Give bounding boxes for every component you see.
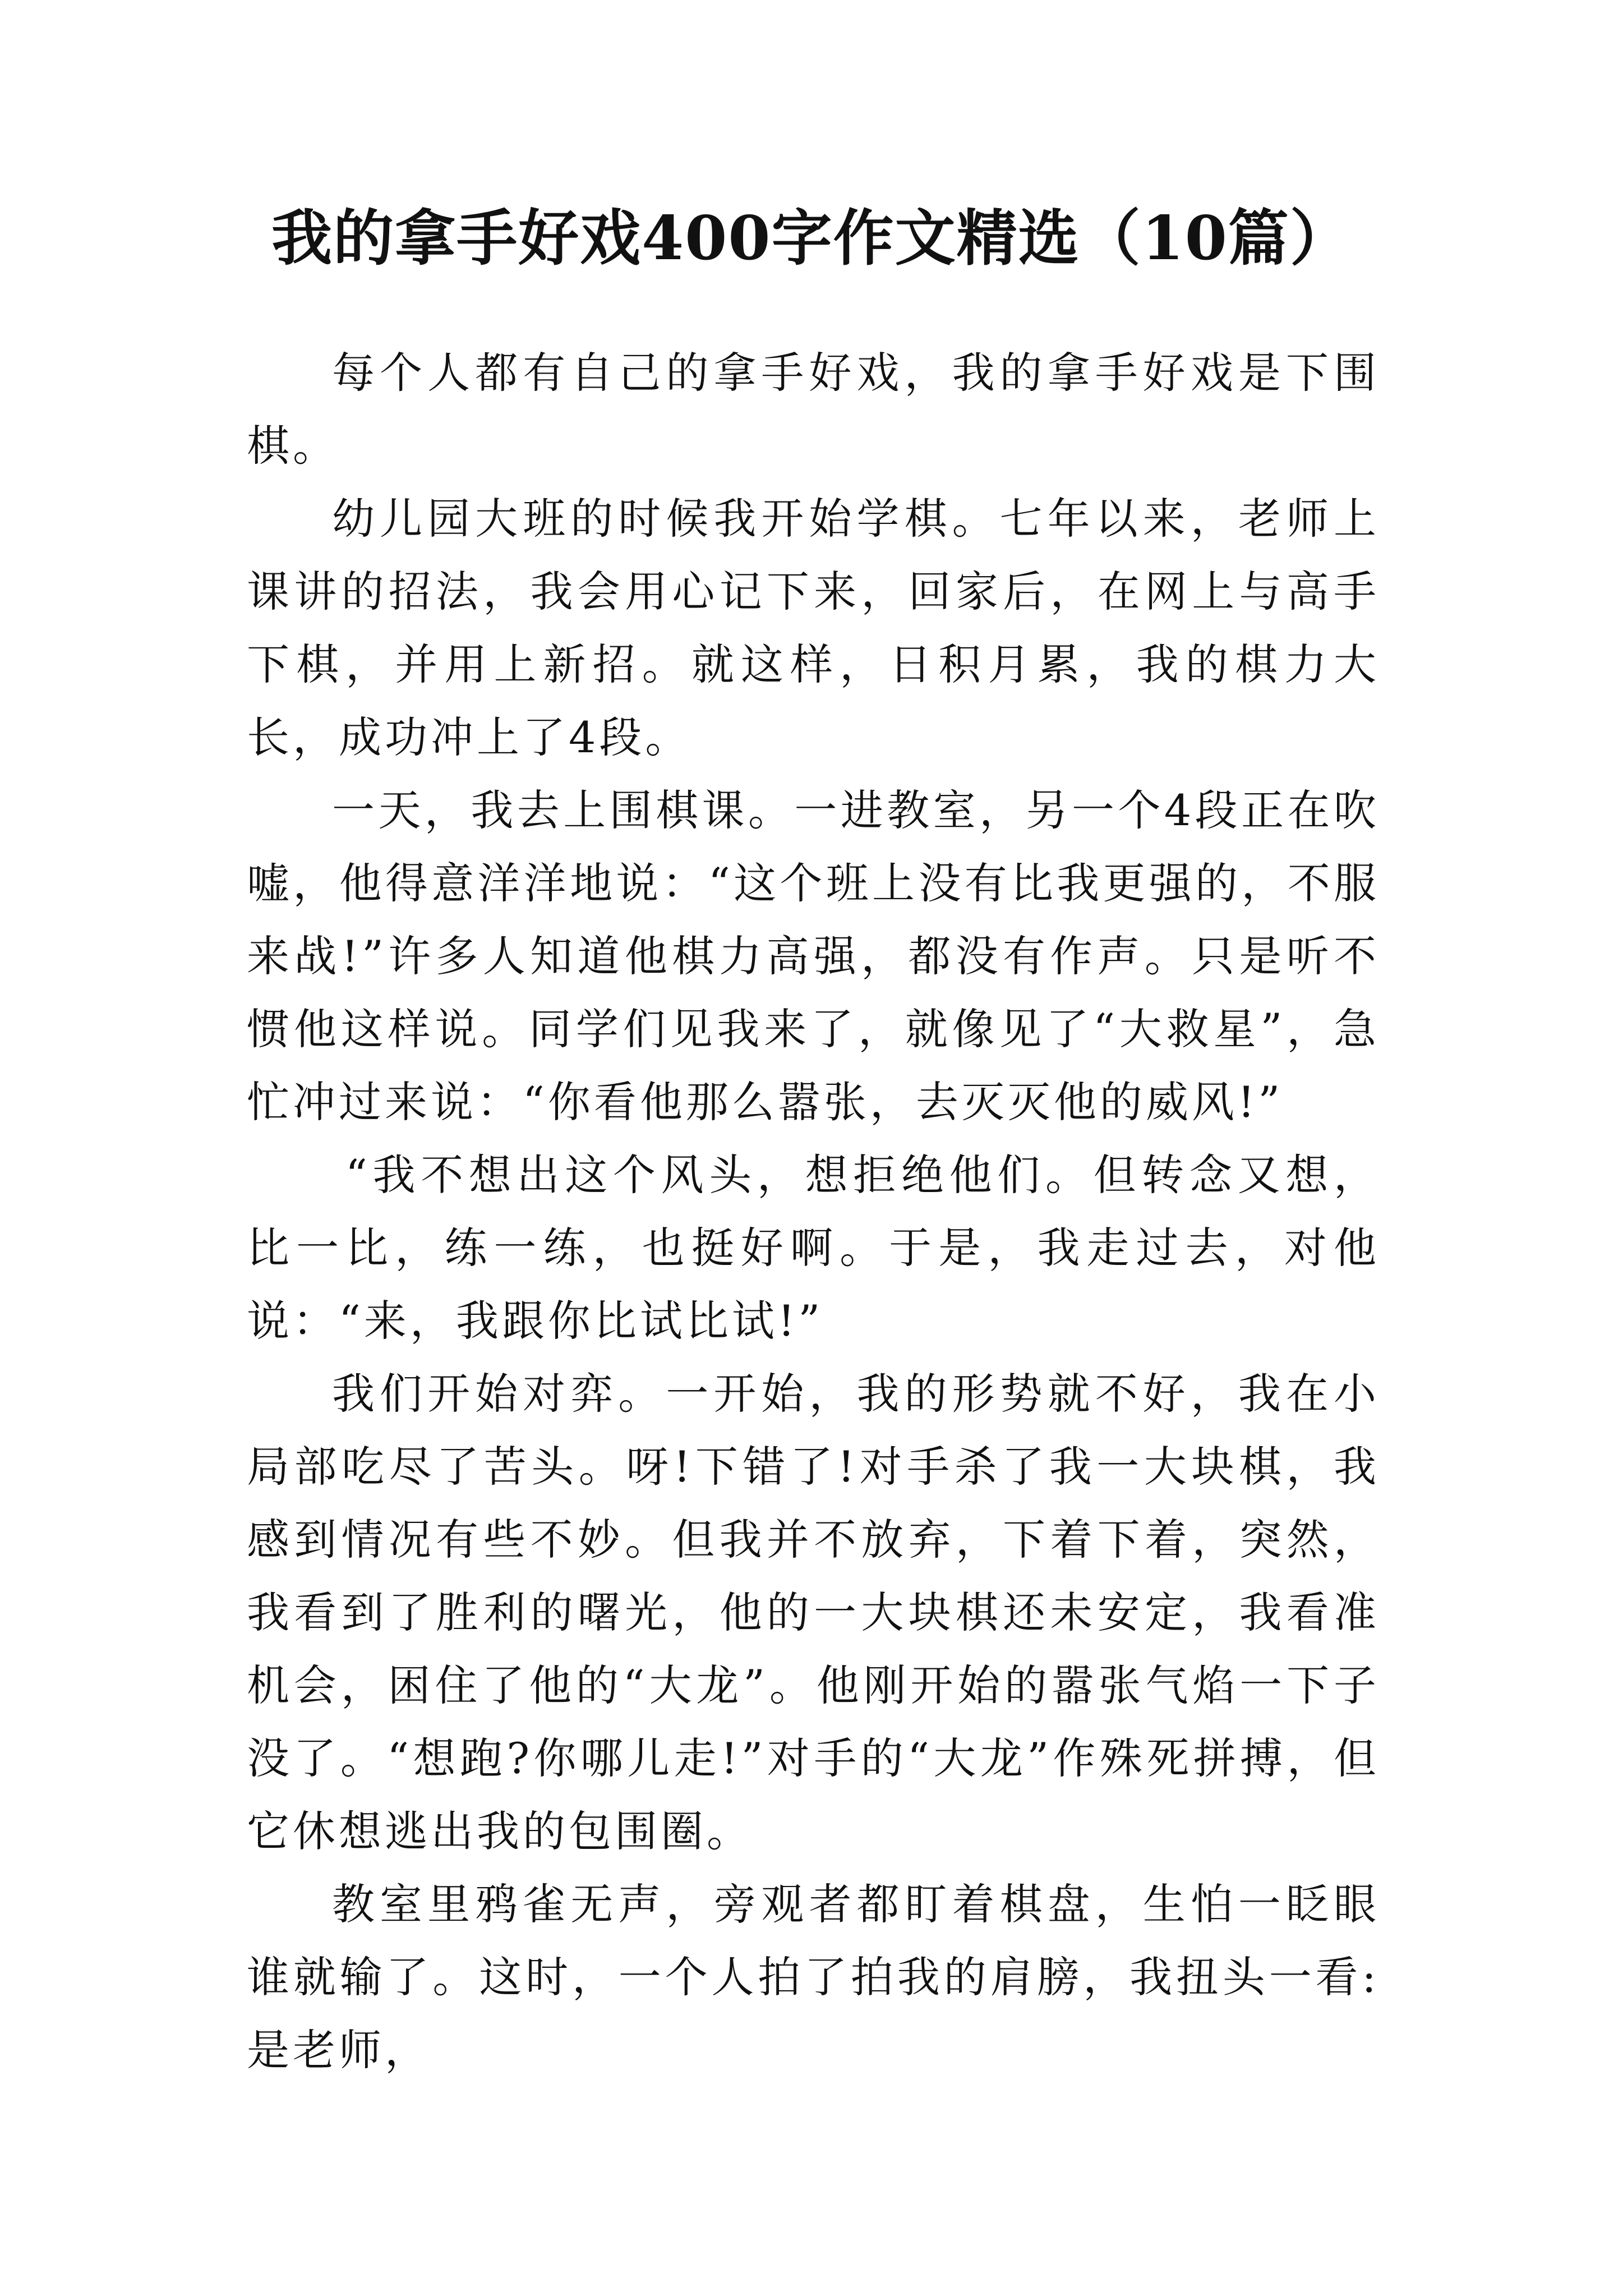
paragraph-3: 一天，我去上围棋课。一进教室，另一个4段正在吹嘘，他得意洋洋地说：“这个班上没有比我更强的，不服来战!”许多人知道他棋力高强，都没有作声。只是听不惯他这样说。同学们见我来了，就像见了“大救星”，急忙冲过来说：“你看他那么嚣张，去灭灭他的威风!” — [247, 785, 1380, 1127]
paragraph-6: 教室里鸦雀无声，旁观者都盯着棋盘，生怕一眨眼谁就输了。这时，一个人拍了拍我的肩膀，我扭头一看:是老师， — [247, 1879, 1380, 2075]
document-title: 我的拿手好戏400字作文精选（10篇） — [271, 203, 1352, 274]
document-body — [247, 337, 1380, 2087]
paragraph-5: 我们开始对弈。一开始，我的形势就不好，我在小局部吃尽了苦头。呀!下错了!对手杀了我一大块棋，我感到情况有些不妙。但我并不放弃，下着下着，突然，我看到了胜利的曙光，他的一大块棋还未安定，我看准机会，困住了他的“大龙”。他刚开始的嚣张气焰一下子没了。“想跑?你哪儿走!”对手的“大龙”作殊死拼搏，但它休想逃出我的包围圈。 — [247, 1369, 1380, 1856]
paragraph-2: 幼儿园大班的时候我开始学棋。七年以来，老师上课讲的招法，我会用心记下来，回家后，在网上与高手下棋，并用上新招。就这样，日积月累，我的棋力大长，成功冲上了4段。 — [247, 494, 1380, 762]
paragraph-4: “我不想出这个风头，想拒绝他们。但转念又想，比一比，练一练，也挺好啊。于是，我走过去，对他说：“来，我跟你比试比试!” — [247, 1150, 1380, 1346]
paragraph-1: 每个人都有自己的拿手好戏，我的拿手好戏是下围棋。 — [247, 348, 1380, 471]
